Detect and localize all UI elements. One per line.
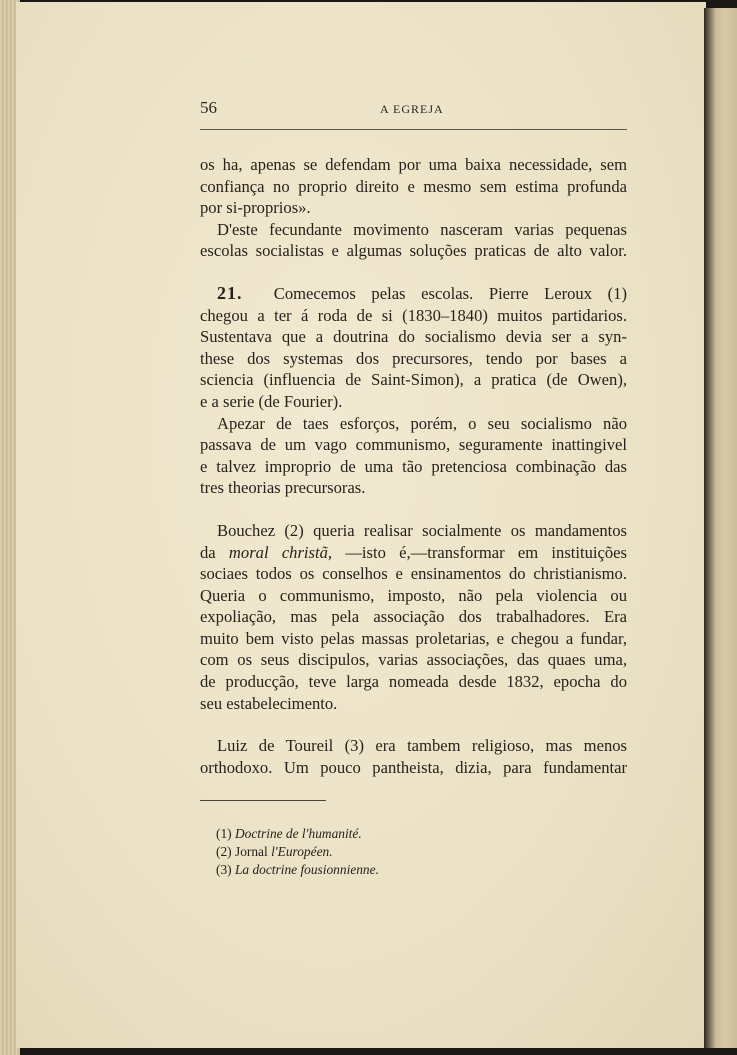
text-line (200, 283, 627, 305)
footnote-marker: (3) (216, 862, 232, 877)
footnote-marker: (2) (216, 844, 232, 859)
paragraph-2 (200, 219, 627, 262)
paragraph-5 (200, 520, 627, 714)
text-segment: —isto é,—transformar em instituições (345, 542, 627, 562)
paragraph-1 (200, 154, 627, 219)
right-page-stack (704, 8, 737, 1048)
running-title: A EGREJA (380, 102, 444, 116)
text-line: seu estabelecimento. (200, 693, 338, 713)
text-line: passava de um vago communismo, seguramente inattingivel (200, 435, 627, 455)
footnote-3 (216, 861, 516, 879)
paragraph-6 (200, 735, 627, 778)
text-line: Apezar de taes esforços, porém, o seu socialismo não (217, 413, 627, 433)
footnote-prefix: Jornal (234, 844, 272, 859)
text-line: sciencia (influencia de Saint-Simon), a pratica (de Owen), (200, 370, 627, 390)
footnote-rule (200, 800, 326, 801)
paragraph-4 (200, 413, 627, 499)
text-line: e a serie (de Fourier). (200, 391, 343, 411)
text-line: these dos systemas dos precursores, tendo por bases a (200, 348, 627, 368)
text-line: Sustentava que a doutrina do socialismo devia ser a syn- (200, 327, 627, 347)
footnotes (216, 825, 516, 879)
text-line: com os seus discipulos, varias associações, das quaes uma, (200, 650, 627, 670)
text-line: sociaes todos os conselhos e ensinamentos do christianismo. (200, 564, 627, 584)
text-line: muito bem visto pelas massas proletarias, e chegou a fundar, (200, 628, 627, 648)
footnote-marker: (1) (216, 826, 232, 841)
body-text (200, 154, 627, 778)
text-line: confiança no proprio direito e mesmo sem estima profunda (200, 176, 627, 196)
header-rule (200, 129, 627, 130)
text-line: por si-proprios». (200, 198, 311, 218)
footnote-text: La doctrine fousionnienne. (234, 862, 379, 877)
page-header (200, 98, 626, 122)
section-number: 21. (217, 282, 243, 303)
italic-phrase: moral christã, (228, 542, 333, 562)
footnote-1 (216, 825, 516, 843)
footnote-2 (216, 843, 516, 861)
text-line: Bouchez (2) queria realisar socialmente os mandamentos (217, 520, 627, 540)
text-segment: da (200, 542, 229, 562)
text-line: Luiz de Toureil (3) era tambem religioso, mas menos (217, 736, 627, 756)
text-line: Queria o communismo, imposto, não pela violencia ou (200, 585, 627, 605)
text-line: D'este fecundante movimento nasceram varias pequenas (217, 219, 627, 239)
paragraph-3 (200, 283, 627, 413)
text-line: orthodoxo. Um pouco pantheista, dizia, para fundamentar (200, 757, 627, 777)
footnote-text: Doctrine de l'humanité. (234, 826, 362, 841)
text-line (200, 542, 627, 564)
text-segment: Comecemos pelas escolas. Pierre Leroux (1) (273, 283, 627, 303)
text-line: tres theorias precursoras. (200, 478, 366, 498)
page-number: 56 (200, 98, 217, 117)
text-line: e talvez improprio de uma tão pretenciosa combinação das (200, 456, 627, 476)
footnote-text: l'Européen. (271, 844, 333, 859)
text-line: chegou a ter á roda de si (1830–1840) muitos partidarios. (200, 305, 627, 325)
text-line: expoliação, mas pela associação dos trabalhadores. Era (200, 607, 627, 627)
text-line: escolas socialistas e algumas soluções praticas de alto valor. (200, 241, 627, 261)
text-line: de producção, teve larga nomeada desde 1832, epocha do (200, 672, 627, 692)
text-line: os ha, apenas se defendam por uma baixa necessidade, sem (200, 155, 627, 174)
